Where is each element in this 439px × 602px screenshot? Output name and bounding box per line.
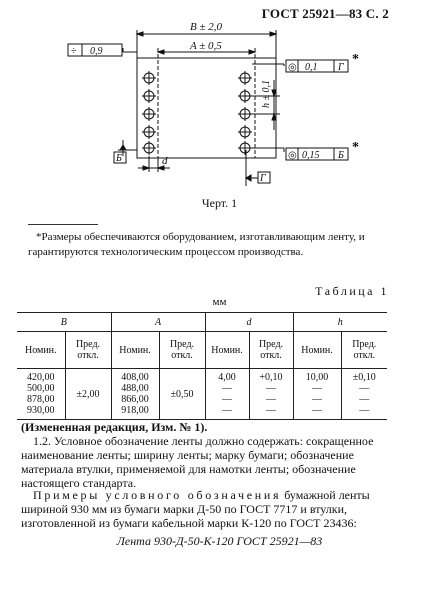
footnote: *Размеры обеспечиваются оборудованием, изготавливающим ленту, и гарантируются технологическим процессом производства. xyxy=(28,231,365,258)
col-b-tol: Пред. откл. xyxy=(65,332,111,369)
paragraph-1-2: 1.2. Условное обозначение ленты должно содержать: сокращенное наименование ленты; ширину ленты; марку бумаги; обозначение материала втулки, применяемой для намотки ленты; обозначение настоящего стандарта. xyxy=(21,434,374,490)
cell-h-tol: ±0,10 — — — xyxy=(341,369,387,420)
dim-inner-label: A ± 0,5 xyxy=(190,40,222,52)
dimensions-table xyxy=(17,312,387,420)
hole-column-right xyxy=(238,71,252,155)
col-group-b: B xyxy=(17,313,111,332)
designation-example: Лента 930-Д-50-К-120 ГОСТ 25921—83 xyxy=(116,534,323,548)
col-d-nom: Номин. xyxy=(205,332,249,369)
col-d-tol: Пред. откл. xyxy=(249,332,293,369)
dim-outer-label: B ± 2,0 xyxy=(190,21,223,33)
tol-left-symbol: ÷ xyxy=(71,46,77,57)
col-a-tol: Пред. откл. xyxy=(159,332,205,369)
example-rest: бумажной ленты шириной 930 мм из бумаги марки Д-50 по ГОСТ 7717 и втулки, изготовленной из бумаги кабельной марки К-120 по ГОСТ 23436: xyxy=(21,488,370,530)
revision-note: (Измененная редакция, Изм. № 1). xyxy=(21,420,208,434)
cell-a-nom: 408,00 488,00 866,00 918,00 xyxy=(111,369,159,420)
cell-a-tol: ±0,50 xyxy=(159,369,205,420)
example-lead: Примеры условного обозначения xyxy=(33,488,282,502)
col-group-d: d xyxy=(205,313,293,332)
tol-top-symbol: ◎ xyxy=(288,62,297,73)
tol-bottom-ref: Б xyxy=(338,150,344,161)
cell-d-nom: 4,00 — — — xyxy=(205,369,249,420)
tol-top-value: 0,1 xyxy=(305,62,318,73)
tol-bottom-value: 0,15 xyxy=(302,150,320,161)
cell-b-nom: 420,00 500,00 878,00 930,00 xyxy=(17,369,65,420)
datum-left-label: Б xyxy=(116,153,122,164)
datum-bottom-label: Г xyxy=(260,173,266,184)
hole-column-left xyxy=(142,71,156,155)
col-h-nom: Номин. xyxy=(293,332,341,369)
table-unit: мм xyxy=(212,296,227,308)
cell-d-tol: +0,10 — — — xyxy=(249,369,293,420)
col-a-nom: Номин. xyxy=(111,332,159,369)
example-paragraph xyxy=(21,488,386,530)
page-header: ГОСТ 25921—83 С. 2 xyxy=(261,6,389,21)
table-title: Таблица 1 xyxy=(315,284,389,298)
note-marker-top: * xyxy=(352,52,359,67)
tol-bottom-symbol: ◎ xyxy=(288,150,297,161)
dim-pitch-label: h ± 0,1 xyxy=(261,80,272,108)
cell-h-nom: 10,00 — — — xyxy=(293,369,341,420)
col-b-nom: Номин. xyxy=(17,332,65,369)
col-group-a: A xyxy=(111,313,205,332)
footnote-rule xyxy=(28,224,98,225)
tol-left-value: 0,9 xyxy=(90,46,103,57)
cell-b-tol: ±2,00 xyxy=(65,369,111,420)
col-group-h: h xyxy=(293,313,387,332)
col-h-tol: Пред. откл. xyxy=(341,332,387,369)
tol-top-ref: Г xyxy=(338,62,344,73)
dim-d-label: d xyxy=(162,155,168,167)
technical-drawing xyxy=(0,0,439,200)
note-marker-bottom: * xyxy=(352,140,359,155)
figure-caption: Черт. 1 xyxy=(201,196,238,210)
